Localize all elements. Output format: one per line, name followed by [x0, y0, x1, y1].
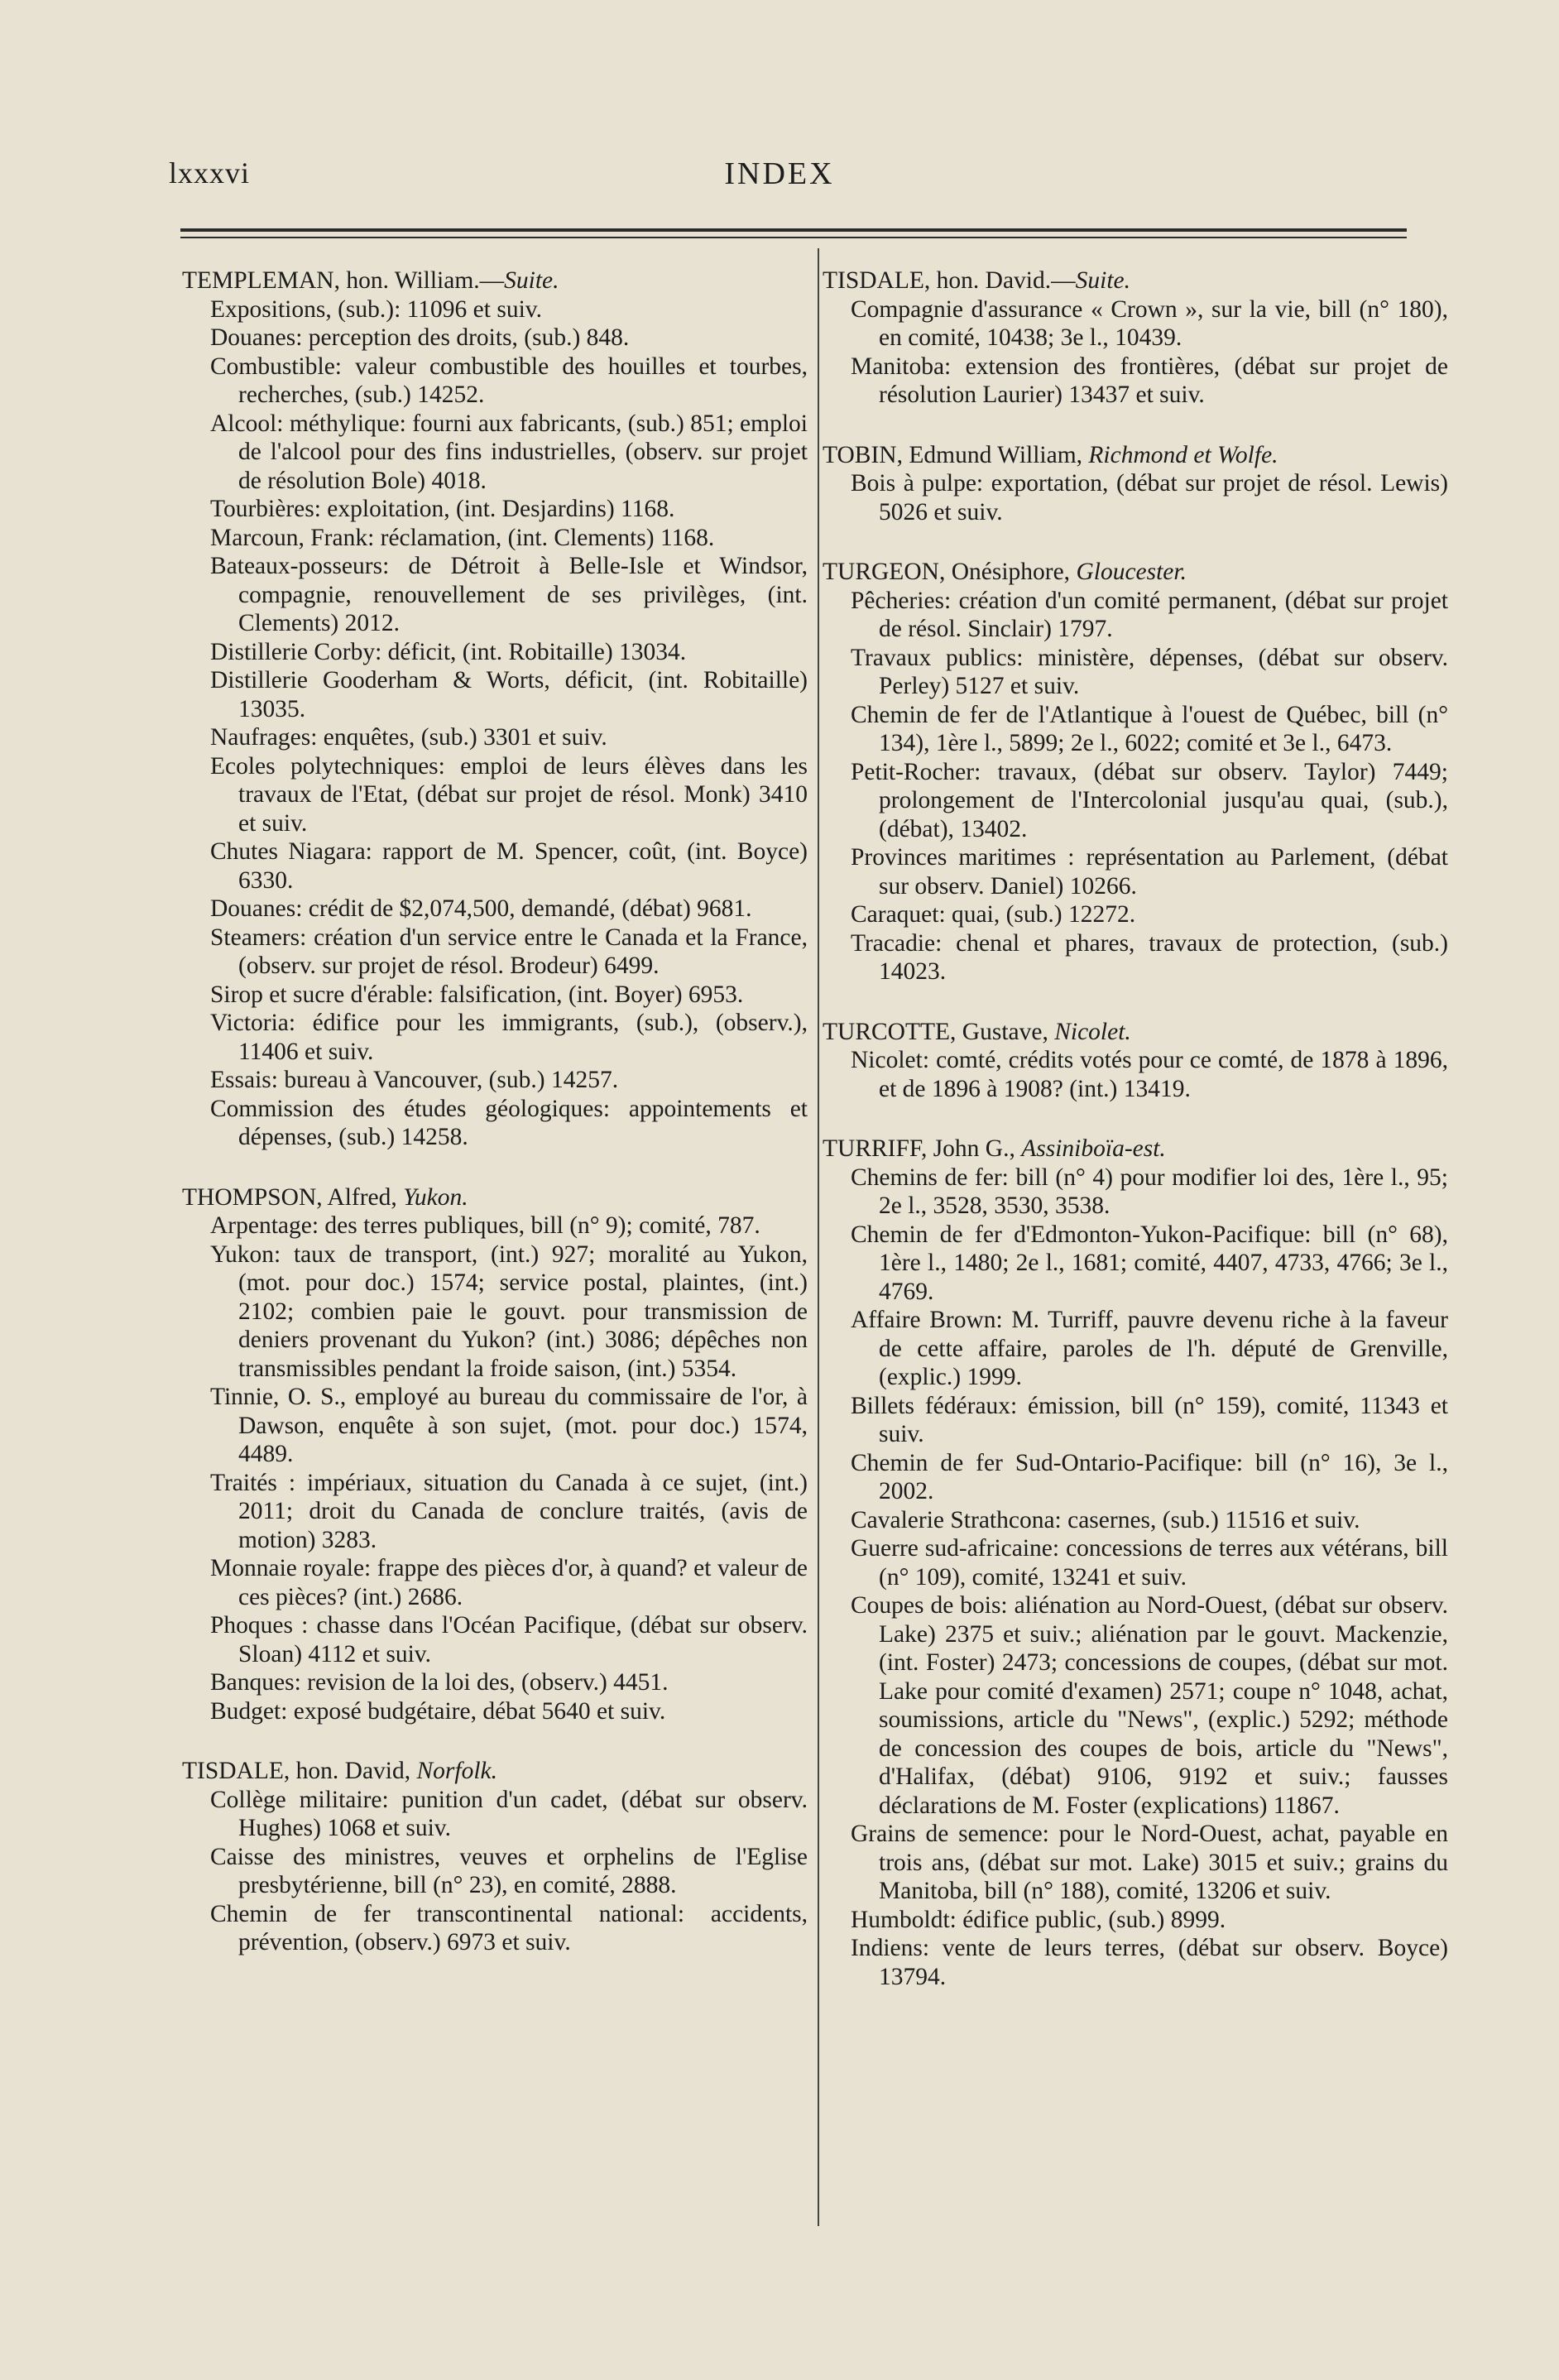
index-entry: Compagnie d'assurance « Crown », sur la vie, bill (n° 180), en comité, 10438; 3e l., 10439.: [851, 295, 1448, 351]
index-entry: Monnaie royale: frappe des pièces d'or, à quand? et valeur de ces pièces? (int.) 2686.: [210, 1555, 808, 1610]
index-entry: Indiens: vente de leurs terres, (débat sur observ. Boyce) 13794.: [851, 1935, 1448, 1990]
index-heading: TURGEON, Onésiphore, Gloucester.: [823, 559, 1187, 585]
left-column: [182, 266, 808, 1989]
index-section: [823, 1018, 1448, 1104]
index-entry: Affaire Brown: M. Turriff, pauvre devenu riche à la faveur de cette affaire, paroles de l'h. député de Grenville, (explic.) 1999.: [851, 1307, 1448, 1390]
index-entry: Victoria: édifice pour les immigrants, (sub.), (observ.), 11406 et suiv.: [210, 1010, 808, 1065]
index-entry: Marcoun, Frank: réclamation, (int. Clements) 1168.: [210, 524, 715, 551]
index-entry: Combustible: valeur combustible des houilles et tourbes, recherches, (sub.) 14252.: [210, 353, 808, 408]
index-entry: Chemin de fer de l'Atlantique à l'ouest de Québec, bill (n° 134), 1ère l., 5899; 2e l., 6022; comité et 3e l., 6473.: [851, 701, 1448, 756]
index-entry: Cavalerie Strathcona: casernes, (sub.) 11516 et suiv.: [851, 1506, 1360, 1533]
running-title: INDEX: [724, 156, 835, 191]
index-entry: Bois à pulpe: exportation, (débat sur projet de résol. Lewis) 5026 et suiv.: [851, 470, 1448, 525]
index-entry: Bateaux-posseurs: de Détroit à Belle-Isle et Windsor, compagnie, renouvellement de ses privilèges, (int. Clements) 2012.: [210, 553, 808, 636]
index-heading: TEMPLEMAN, hon. William.—Suite.: [182, 267, 559, 294]
index-heading: TISDALE, hon. David, Norfolk.: [182, 1758, 498, 1784]
index-entry: Essais: bureau à Vancouver, (sub.) 14257.: [210, 1067, 619, 1093]
index-entry: Alcool: méthylique: fourni aux fabricants, (sub.) 851; emploi de l'alcool pour des fins industrielles, (observ. sur projet de résolution Bole) 4018.: [210, 410, 808, 494]
index-entry: Chemin de fer transcontinental national: accidents, prévention, (observ.) 6973 et suiv.: [210, 1900, 808, 1955]
index-section: [182, 1757, 808, 1957]
index-entry: Collège militaire: punition d'un cadet, (débat sur observ. Hughes) 1068 et suiv.: [210, 1786, 808, 1841]
index-entry: Humboldt: édifice public, (sub.) 8999.: [851, 1906, 1226, 1933]
index-entry: Tourbières: exploitation, (int. Desjardins) 1168.: [210, 496, 675, 522]
index-section: [823, 1135, 1448, 1991]
index-entry: Travaux publics: ministère, dépenses, (débat sur observ. Perley) 5127 et suiv.: [851, 644, 1448, 699]
index-entry: Banques: revision de la loi des, (observ.) 4451.: [210, 1669, 669, 1696]
index-entry: Coupes de bois: aliénation au Nord-Ouest, (débat sur observ. Lake) 2375 et suiv.; aliénation par le gouvt. Mackenzie, (int. Foster) 2473; concessions de coupes, (débat sur mot. Lake pour comité d'examen) 2571; coupe n° 1048, achat, soumissions, article du "News", (explic.) 5292; méthode de concession des coupes de bois, article du "News", d'Halifax, (débat) 9106, 9192 et suiv.; fausses déclarations de M. Foster (explications) 11867.: [851, 1592, 1448, 1819]
index-heading: THOMPSON, Alfred, Yukon.: [182, 1183, 468, 1211]
index-entry: Petit-Rocher: travaux, (débat sur observ. Taylor) 7449; prolongement de l'Intercolonial jusqu'au quai, (sub.), (débat), 13402.: [851, 758, 1448, 842]
index-entry: Provinces maritimes : représentation au Parlement, (débat sur observ. Daniel) 10266.: [851, 844, 1448, 900]
index-entry: Commission des études géologiques: appointements et dépenses, (sub.) 14258.: [210, 1095, 808, 1150]
index-section: [823, 441, 1448, 527]
index-heading: TOBIN, Edmund William, Richmond et Wolfe.: [823, 441, 1278, 468]
index-section: [182, 266, 808, 1152]
header-rule-thin: [180, 237, 1407, 238]
index-entry: Guerre sud-africaine: concessions de terres aux vétérans, bill (n° 109), comité, 13241 et suiv.: [851, 1535, 1448, 1591]
index-entry: Billets fédéraux: émission, bill (n° 159), comité, 11343 et suiv.: [851, 1392, 1448, 1447]
index-entry: Chutes Niagara: rapport de M. Spencer, coût, (int. Boyce) 6330.: [210, 838, 808, 894]
index-entry: Sirop et sucre d'érable: falsification, (int. Boyer) 6953.: [210, 981, 744, 1008]
index-entry: Yukon: taux de transport, (int.) 927; moralité au Yukon, (mot. pour doc.) 1574; service postal, plaintes, (int.) 2102; combien paie le gouvt. pour transmission de deniers provenant du Yukon? (int.) 3086; dépêches non transmissibles pendant la froide saison, (int.) 5354.: [210, 1240, 808, 1382]
index-entry: Budget: exposé budgétaire, débat 5640 et suiv.: [210, 1697, 666, 1725]
index-entry: Tracadie: chenal et phares, travaux de protection, (sub.) 14023.: [851, 929, 1448, 985]
index-entry: Steamers: création d'un service entre le Canada et la France, (observ. sur projet de résol. Brodeur) 6499.: [210, 924, 808, 979]
index-entry: Traités : impériaux, situation du Canada à ce sujet, (int.) 2011; droit du Canada de conclure traités, (avis de motion) 3283.: [210, 1469, 808, 1553]
index-entry: Tinnie, O. S., employé au bureau du commissaire de l'or, à Dawson, enquête à son sujet, (mot. pour doc.) 1574, 4489.: [210, 1384, 808, 1467]
index-heading: TISDALE, hon. David.—Suite.: [823, 267, 1130, 294]
right-column: [823, 266, 1448, 2023]
index-entry: Expositions, (sub.): 11096 et suiv.: [210, 295, 542, 323]
index-entry: Arpentage: des terres publiques, bill (n° 9); comité, 787.: [210, 1212, 760, 1239]
index-entry: Caraquet: quai, (sub.) 12272.: [851, 901, 1136, 928]
index-entry: Caisse des ministres, veuves et orphelins de l'Eglise presbytérienne, bill (n° 23), en comité, 2888.: [210, 1843, 808, 1898]
index-entry: Chemins de fer: bill (n° 4) pour modifier loi des, 1ère l., 95; 2e l., 3528, 3530, 3538.: [851, 1164, 1448, 1219]
index-entry: Chemin de fer d'Edmonton-Yukon-Pacifique: bill (n° 68), 1ère l., 1480; 2e l., 1681; comité, 4407, 4733, 4766; 3e l., 4769.: [851, 1221, 1448, 1305]
index-entry: Douanes: perception des droits, (sub.) 848.: [210, 324, 630, 351]
index-heading: TURCOTTE, Gustave, Nicolet.: [823, 1018, 1131, 1045]
index-section: [823, 266, 1448, 410]
index-section: [182, 1183, 808, 1726]
header-rule-thick: [180, 228, 1407, 232]
page-number: lxxxvi: [169, 156, 251, 190]
index-entry: Pêcheries: création d'un comité permanent, (débat sur projet de résol. Sinclair) 1797.: [851, 587, 1448, 642]
index-entry: Nicolet: comté, crédits votés pour ce comté, de 1878 à 1896, et de 1896 à 1908? (int.) 13419.: [851, 1047, 1448, 1102]
index-entry: Chemin de fer Sud-Ontario-Pacifique: bill (n° 16), 3e l., 2002.: [851, 1449, 1448, 1504]
index-entry: Phoques : chasse dans l'Océan Pacifique, (débat sur observ. Sloan) 4112 et suiv.: [210, 1612, 808, 1667]
index-entry: Distillerie Gooderham & Worts, déficit, (int. Robitaille) 13035.: [210, 667, 808, 722]
index-entry: Distillerie Corby: déficit, (int. Robitaille) 13034.: [210, 638, 687, 665]
index-section: [823, 558, 1448, 986]
index-entry: Grains de semence: pour le Nord-Ouest, achat, payable en trois ans, (débat sur mot. Lake) 3015 et suiv.; grains du Manitoba, bill (n° 188), comité, 13206 et suiv.: [851, 1821, 1448, 1904]
index-entry: Douanes: crédit de $2,074,500, demandé, (débat) 9681.: [210, 895, 752, 922]
index-entry: Manitoba: extension des frontières, (débat sur projet de résolution Laurier) 13437 et suiv.: [851, 353, 1448, 408]
index-heading: TURRIFF, John G., Assiniboïa-est.: [823, 1135, 1166, 1162]
column-divider: [818, 248, 819, 2226]
index-entry: Naufrages: enquêtes, (sub.) 3301 et suiv.: [210, 724, 607, 751]
index-entry: Ecoles polytechniques: emploi de leurs élèves dans les travaux de l'Etat, (débat sur projet de résol. Monk) 3410 et suiv.: [210, 752, 808, 837]
